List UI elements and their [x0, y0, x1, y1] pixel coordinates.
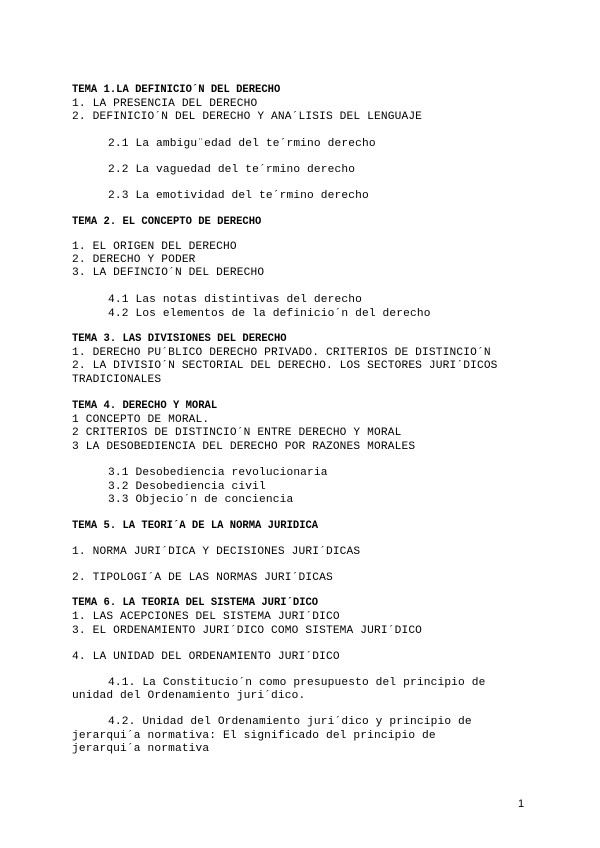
tema-5-item-1: 1. NORMA JURI´DICA Y DECISIONES JURI´DICAS [72, 546, 361, 558]
tema-2-item-1: 1. EL ORIGEN DEL DERECHO [72, 241, 237, 253]
page-number: 1 [518, 798, 525, 810]
tema-1-heading: TEMA 1.LA DEFINICIO´N DEL DERECHO [72, 84, 281, 96]
tema-6-para-4-1: 4.1. La Constitucio´n como presupuesto del principio de [108, 677, 486, 689]
tema-2-subitem-4-1: 4.1 Las notas distintivas del derecho [108, 294, 362, 306]
tema-4-item-2: 2 CRITERIOS DE DISTINCIO´N ENTRE DERECHO Y MORAL [72, 427, 402, 439]
tema-3-heading: TEMA 3. LAS DIVISIONES DEL DERECHO [72, 333, 287, 345]
tema-6-item-4: 4. LA UNIDAD DEL ORDENAMIENTO JURI´DICO [72, 651, 340, 663]
tema-4-subitem-3-3: 3.3 Objecio´n de conciencia [108, 494, 294, 506]
tema-3-item-2: 2. LA DIVISIO´N SECTORIAL DEL DERECHO. LOS SECTORES JURI´DICOS [72, 360, 498, 372]
tema-6-item-3: 3. EL ORDENAMIENTO JURI´DICO COMO SISTEMA JURI´DICO [72, 625, 423, 637]
tema-2-item-2: 2. DERECHO Y PODER [72, 254, 196, 266]
tema-4-subitem-3-2: 3.2 Desobediencia civil [108, 481, 266, 493]
tema-4-heading: TEMA 4. DERECHO Y MORAL [72, 400, 218, 412]
tema-4-item-1: 1 CONCEPTO DE MORAL. [72, 414, 210, 426]
tema-2-subitem-4-2: 4.2 Los elementos de la definicio´n del derecho [108, 308, 431, 320]
tema-5-heading: TEMA 5. LA TEORI´A DE LA NORMA JURIDICA [72, 520, 319, 532]
tema-1-subitem-2-2: 2.2 La vaguedad del te´rmino derecho [108, 164, 356, 176]
tema-6-para-4-2: 4.2. Unidad del Ordenamiento juri´dico y principio de [108, 716, 472, 728]
tema-6-para-4-2-cont-1: jerarqui´a normativa: El significado del principio de [72, 730, 436, 742]
tema-1-subitem-2-3: 2.3 La emotividad del te´rmino derecho [108, 190, 369, 202]
tema-4-item-3: 3 LA DESOBEDIENCIA DEL DERECHO POR RAZONES MORALES [72, 441, 416, 453]
tema-3-item-2-cont: TRADICIONALES [72, 374, 162, 386]
tema-4-subitem-3-1: 3.1 Desobediencia revolucionaria [108, 467, 328, 479]
tema-2-item-3: 3. LA DEFINCIO´N DEL DERECHO [72, 267, 265, 279]
tema-3-item-1: 1. DERECHO PU´BLICO DERECHO PRIVADO. CRITERIOS DE DISTINCIO´N [72, 347, 491, 359]
tema-1-subitem-2-1: 2.1 La ambigu¨edad del te´rmino derecho [108, 138, 376, 150]
tema-1-item-1: 1. LA PRESENCIA DEL DERECHO [72, 98, 258, 110]
tema-6-para-4-2-cont-2: jerarqui´a normativa [72, 743, 210, 755]
tema-5-item-2: 2. TIPOLOGI´A DE LAS NORMAS JURI´DICAS [72, 572, 333, 584]
tema-6-item-1: 1. LAS ACEPCIONES DEL SISTEMA JURI´DICO [72, 611, 340, 623]
tema-1-item-2: 2. DEFINICIO´N DEL DERECHO Y ANA´LISIS DEL LENGUAJE [72, 111, 423, 123]
tema-6-para-4-1-cont: unidad del Ordenamiento juri´dico. [72, 690, 306, 702]
tema-6-heading: TEMA 6. LA TEORIA DEL SISTEMA JURI´DICO [72, 597, 319, 609]
tema-2-heading: TEMA 2. EL CONCEPTO DE DERECHO [72, 216, 262, 228]
